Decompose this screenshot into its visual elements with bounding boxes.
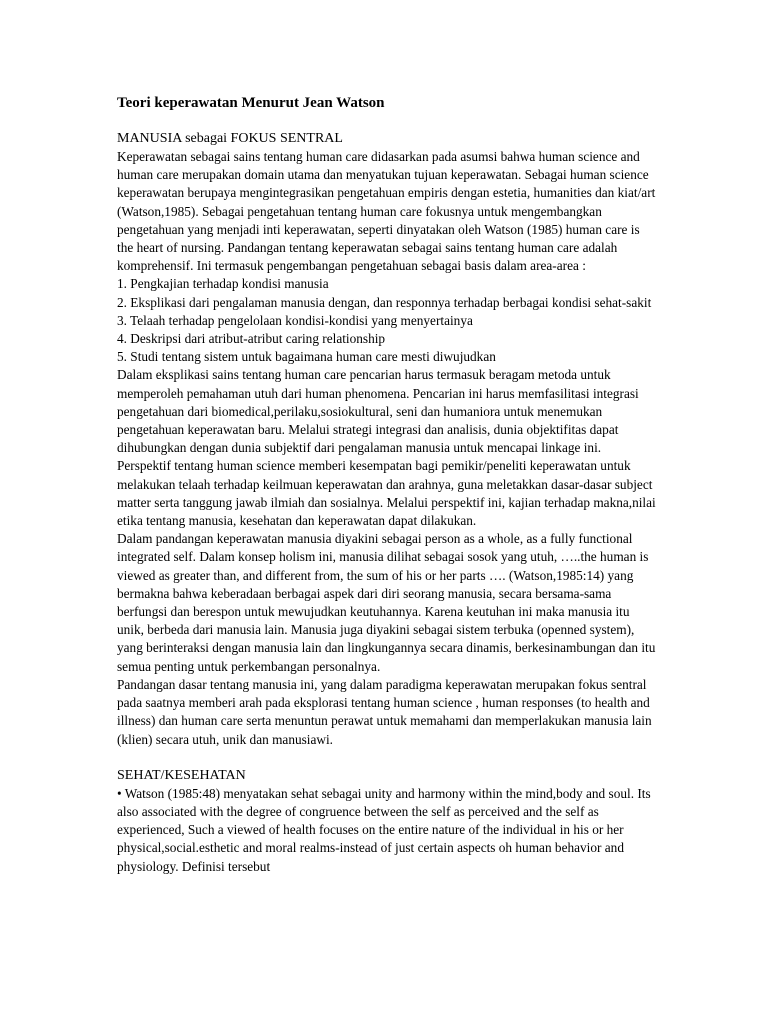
paragraph-eksplikasi: Dalam eksplikasi sains tentang human care pencarian harus termasuk beragam metoda untuk memperoleh pemahaman utuh dari human phenomena. Pencarian ini harus memfasilitasi integrasi pengetahuan dari biomedical,perilaku,sosiokultural, seni dan humaniora untuk menemukan pengetahuan keperawatan baru. Melalui strategi integrasi dan analisis, dunia objektifitas dapat dihubungkan dengan dunia subjektif dari pengalaman manusia untuk mencapai linkage ini. Perspektif tentang human science memberi kesempatan bagi pemikir/peneliti keperawatan untuk melakukan telaah terhadap keilmuan keperawatan dan arahnya, guna meletakkan dasar-dasar subject matter serta tanggung jawab ilmiah dan sosialnya. Melalui perspektif ini, kajian terhadap makna,nilai etika tentang manusia, kesehatan dan keperawatan dapat dilakukan.	[117, 367, 656, 529]
list-item: 5. Studi tentang sistem untuk bagaimana human care mesti diwujudkan	[117, 349, 496, 365]
list-item: 4. Deskripsi dari atribut-atribut caring relationship	[117, 331, 386, 347]
paragraph-pandangan-dasar: Pandangan dasar tentang manusia ini, yang dalam paradigma keperawatan merupakan fokus sentral pada saatnya memberi arah pada eksplorasi tentang human science , human responses (to health and illness) dan human care serta menuntun perawat untuk memahami dan memperlakukan manusia lain (klien) secara utuh, unik dan manusiawi.	[117, 676, 652, 747]
area-list	[117, 275, 657, 366]
list-item: 1. Pengkajian terhadap kondisi manusia	[117, 276, 329, 292]
document-title: Teori keperawatan Menurut Jean Watson	[117, 95, 385, 111]
section-heading-manusia: MANUSIA sebagai FOKUS SENTRAL	[117, 131, 343, 146]
paragraph-watson-sehat: • Watson (1985:48) menyatakan sehat sebagai unity and harmony within the mind,body and soul. Its also associated with the degree of congruence between the self as perceived and the self as experienced, Such a viewed of health focuses on the entire nature of the individual in his or her physical,social.esthetic and moral realms-instead of just certain aspects oh human behavior and physiology. Definisi tersebut	[117, 785, 651, 874]
list-item: 3. Telaah terhadap pengelolaan kondisi-kondisi yang menyertainya	[117, 312, 473, 328]
document-page	[117, 94, 657, 876]
section-heading-sehat: SEHAT/KESEHATAN	[117, 767, 246, 783]
section-spacer	[117, 749, 657, 767]
paragraph-holism: Dalam pandangan keperawatan manusia diyakini sebagai person as a whole, as a fully functional integrated self. Dalam konsep holism ini, manusia dilihat sebagai sosok yang utuh, …..the human is viewed as greater than, and different from, the sum of his or her parts …. (Watson,1985:14) yang bermakna bahwa keberadaan berbagai aspek dari diri seorang manusia, secara bersama-sama berfungsi dan berespon untuk mewujudkan keutuhannya. Karena keutuhan ini maka manusia itu unik, berbeda dari manusia lain. Manusia juga diyakini sebagai sistem terbuka (openned system), yang berinteraksi dengan manusia lain dan lingkungannya secara dinamis, berkesinambungan dan itu semua penting untuk perkembangan personalnya.	[117, 531, 656, 674]
paragraph-intro: Keperawatan sebagai sains tentang human care didasarkan pada asumsi bahwa human science and human care merupakan domain utama dan menyatukan tujuan keperawatan. Sebagai human science keperawatan berupaya mengintegrasikan pengetahuan empiris dengan estetia, humanities dan kiat/art (Watson,1985). Sebagai pengetahuan tentang human care fokusnya untuk mengembangkan pengetahuan yang menjadi inti keperawatan, seperti dinyatakan oleh Watson (1985) human care is the heart of nursing. Pandangan tentang keperawatan sebagai sains tentang human care adalah komprehensif. Ini termasuk pengembangan pengetahuan sebagai basis dalam area-area :	[117, 149, 656, 274]
list-item: 2. Eksplikasi dari pengalaman manusia dengan, dan responnya terhadap berbagai kondisi sehat-sakit	[117, 294, 652, 310]
